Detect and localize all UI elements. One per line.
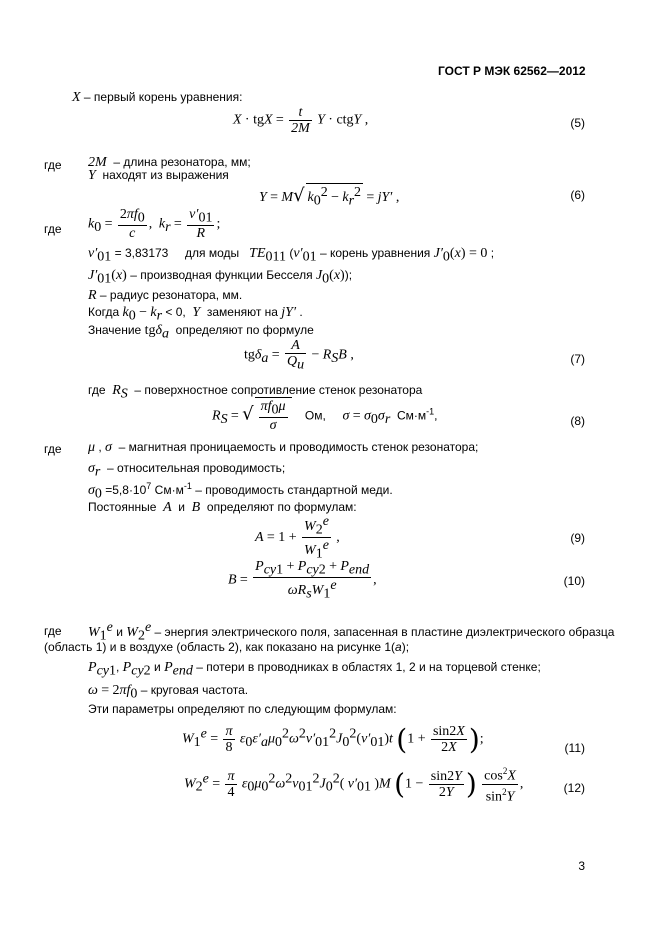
equation-number-5: (5)	[570, 116, 585, 130]
sigma0-line: $\sigma_0 =5,8\cdot 10^7$ $См\cdot м^{-1}$ – проводимость стандартной меди.	[88, 481, 393, 502]
where-label-3: где	[44, 442, 62, 456]
constants-line: Постоянные A и B определяют по формулам:	[88, 500, 357, 515]
rs-definition: где $R_S$ – поверхностное сопротивление стенок резонатора	[88, 383, 423, 402]
equation-9: A = 1 + $\frac{W_2^e}{W_1^e}$ ,	[255, 514, 340, 562]
params-line: Эти параметры определяют по следующим формулам:	[88, 702, 397, 716]
radius-line: R – радиус резонатора, мм.	[88, 288, 243, 303]
equation-number-9: (9)	[570, 531, 585, 545]
energy-line-2: (область 1) и в воздухе (область 2), как показано на рисунке 1(a);	[44, 640, 410, 654]
equation-number-10: (10)	[563, 574, 585, 588]
k-definitions: $k_0$ = $\frac{2\pi f_0}{c}$ , $k_r$ = $\frac{\nu'_{01}}{R}$ ;	[88, 207, 221, 242]
x-definition: X – первый корень уравнения:	[72, 90, 243, 105]
y-definition: Y находят из выражения	[88, 168, 229, 183]
losses-line: $P_{cy1}$, $P_{cy2}$ и $P_{end}$ – потери в проводниках в областях 1, 2 и на торцевой стенке;	[88, 660, 541, 679]
equation-6: Y = M√ $k_0^2 - k_r^2 = jY'$ ,	[259, 185, 400, 209]
when-line: Когда $k_0 - k_r < 0$, Y заменяют на jY′ .	[88, 305, 303, 324]
equation-number-8: (8)	[570, 414, 585, 428]
equation-number-7: (7)	[570, 352, 585, 366]
bessel-line: $J'_{01}(x)$ – производная функции Бесселя $J_0(x)$);	[88, 268, 353, 287]
equation-number-12: (12)	[563, 781, 585, 795]
sigma-r-line: $\sigma_r$ – относительная проводимость;	[88, 461, 286, 480]
equation-10: B = $\frac{P_{cy1} + P_{cy2} + P_{end}}{\omega R_sW_1^e}$ ,	[228, 559, 377, 602]
v01-line: $\nu'_{01} = 3,83173$ для моды $TE_{011}$ ($\nu'_{01}$ – корень уравнения $J'_0(x) = 0$ ;	[88, 246, 495, 265]
page-number: 3	[578, 859, 585, 873]
where-label-2: где	[44, 222, 62, 236]
equation-7: tgδ$_a$ = $\frac{A}{Q_u}$ − $R_SB$ ,	[244, 338, 354, 373]
where-label-4: где	[44, 624, 62, 638]
omega-line: $\omega = 2\pi f_0$ – круговая частота.	[88, 683, 249, 702]
equation-5: X · tgX = $\frac{t}{2M}$ Y · ctgY ,	[233, 105, 369, 136]
length-definition: 2M – длина резонатора, мм;	[88, 155, 251, 170]
mu-sigma-line: μ , σ – магнитная проницаемость и проводимость стенок резонатора;	[88, 440, 479, 455]
tg-line: Значение tgδ$_a$ определяют по формуле	[88, 323, 314, 342]
equation-12: $W_2^e$ = $\frac{\pi}{4}$ $\varepsilon_0\mu_0^2\omega^2\nu_{01}^2J_0^2$( $\nu'_{01}$ )M (1 − $\frac{\sin 2Y}{2Y}$ ) $\frac{\cos^2X}{\sin^2Y}$ ,	[184, 766, 524, 805]
where-label: где	[44, 158, 62, 172]
equation-11: $W_1^e$ = $\frac{\pi}{8}$ $\varepsilon_0\varepsilon'_a\mu_0^2\omega^2\nu'_{01}^2J_0^2(\nu'_{01})t$ (1 + $\frac{\sin 2X}{2X}$ );	[182, 723, 484, 756]
energy-line-1: $W_1^e$ и $W_2^e$ – энергия электрического поля, запасенная в пластине диэлектрического образца	[88, 620, 615, 644]
equation-number-11: (11)	[564, 741, 585, 755]
equation-number-6: (6)	[570, 188, 585, 202]
equation-8: $R_S$ = √ $\frac{\pi f_0\mu}{\sigma}$ Ом, $\sigma = \sigma_0\sigma_r$ $См\cdot м^{-1}$,	[212, 399, 438, 434]
document-id: ГОСТ Р МЭК 62562—2012	[438, 64, 586, 78]
